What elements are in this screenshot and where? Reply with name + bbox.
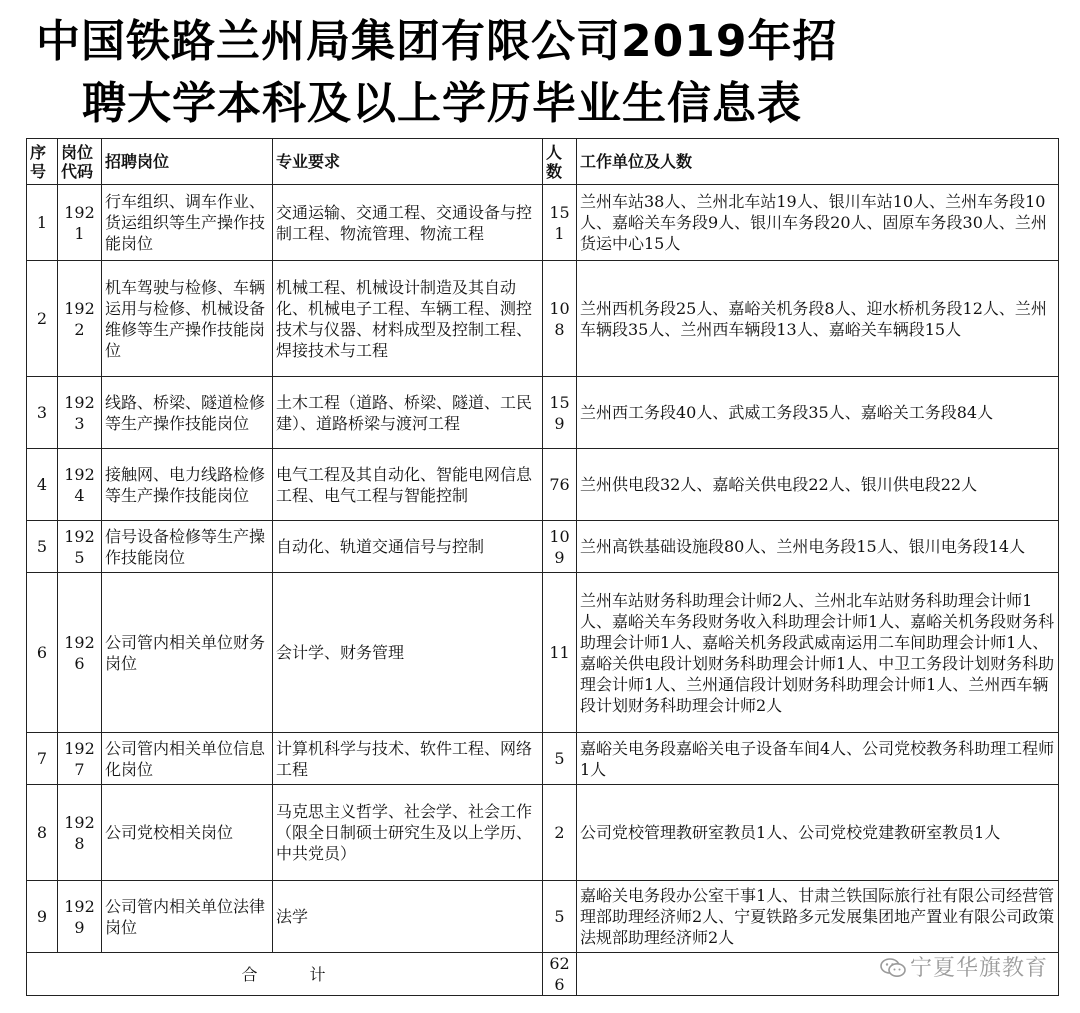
wechat-icon [880,958,906,978]
cell-units: 兰州西工务段40人、武威工务段35人、嘉峪关工务段84人 [577,377,1059,449]
header-position: 招聘岗位 [102,139,273,185]
header-no: 序号 [27,139,58,185]
header-code: 岗位代码 [58,139,102,185]
cell-units: 嘉峪关电务段办公室干事1人、甘肃兰铁国际旅行社有限公司经营管理部助理经济师2人、宁夏铁路多元发展集团地产置业有限公司政策法规部助理经济师2人 [577,881,1059,953]
cell-count: 151 [543,185,577,261]
cell-no: 4 [27,449,58,521]
table-row [27,733,1059,785]
page-title-line-1: 中国铁路兰州局集团有限公司2019年招 [36,16,838,67]
header-count: 人数 [543,139,577,185]
cell-position: 公司管内相关单位财务岗位 [102,573,273,733]
total-count: 626 [543,953,577,996]
recruitment-info-table [26,138,1059,996]
cell-code: 1923 [58,377,102,449]
cell-count: 109 [543,521,577,573]
cell-units: 兰州高铁基础设施段80人、兰州电务段15人、银川电务段14人 [577,521,1059,573]
cell-no: 9 [27,881,58,953]
total-label-b: 计 [309,964,328,984]
cell-no: 7 [27,733,58,785]
cell-code: 1925 [58,521,102,573]
cell-major: 电气工程及其自动化、智能电网信息工程、电气工程与智能控制 [273,449,543,521]
table-row [27,377,1059,449]
cell-code: 1926 [58,573,102,733]
cell-units: 兰州供电段32人、嘉峪关供电段22人、银川供电段22人 [577,449,1059,521]
cell-major: 会计学、财务管理 [273,573,543,733]
cell-no: 3 [27,377,58,449]
cell-position: 信号设备检修等生产操作技能岗位 [102,521,273,573]
cell-position: 接触网、电力线路检修等生产操作技能岗位 [102,449,273,521]
cell-code: 1924 [58,449,102,521]
cell-major: 自动化、轨道交通信号与控制 [273,521,543,573]
cell-position: 公司管内相关单位法律岗位 [102,881,273,953]
cell-major: 计算机科学与技术、软件工程、网络工程 [273,733,543,785]
cell-major: 法学 [273,881,543,953]
cell-major: 机械工程、机械设计制造及其自动化、机械电子工程、车辆工程、测控技术与仪器、材料成型及控制工程、焊接技术与工程 [273,261,543,377]
total-label-a: 合 [241,964,260,984]
cell-units: 兰州车站财务科助理会计师2人、兰州北车站财务科助理会计师1人、嘉峪关车务段财务收入科助理会计师1人、嘉峪关机务段财务科助理会计师1人、嘉峪关机务段武威南运用二车间助理会计师1人、嘉峪关供电段计划财务科助理会计师1人、中卫工务段计划财务科助理会计师1人、兰州通信段计划财务科助理会计师1人、兰州西车辆段计划财务科助理会计师2人 [577,573,1059,733]
cell-no: 2 [27,261,58,377]
header-major: 专业要求 [273,139,543,185]
cell-no: 5 [27,521,58,573]
cell-no: 6 [27,573,58,733]
cell-count: 5 [543,733,577,785]
cell-count: 5 [543,881,577,953]
cell-code: 1929 [58,881,102,953]
header-units: 工作单位及人数 [577,139,1059,185]
cell-no: 8 [27,785,58,881]
cell-position: 公司党校相关岗位 [102,785,273,881]
table-header-row [27,139,1059,185]
cell-count: 11 [543,573,577,733]
cell-code: 1927 [58,733,102,785]
cell-units: 公司党校管理教研室教员1人、公司党校党建教研室教员1人 [577,785,1059,881]
cell-major: 土木工程（道路、桥梁、隧道、工民建）、道路桥梁与渡河工程 [273,377,543,449]
cell-code: 1928 [58,785,102,881]
cell-position: 线路、桥梁、隧道检修等生产操作技能岗位 [102,377,273,449]
table-row [27,185,1059,261]
cell-count: 76 [543,449,577,521]
table-row [27,881,1059,953]
cell-position: 机车驾驶与检修、车辆运用与检修、机械设备维修等生产操作技能岗位 [102,261,273,377]
watermark [880,951,1048,982]
cell-count: 108 [543,261,577,377]
cell-position: 行车组织、调车作业、货运组织等生产操作技能岗位 [102,185,273,261]
cell-units: 嘉峪关电务段嘉峪关电子设备车间4人、公司党校教务科助理工程师1人 [577,733,1059,785]
cell-major: 马克思主义哲学、社会学、社会工作（限全日制硕士研究生及以上学历、中共党员） [273,785,543,881]
page-title-line-2: 聘大学本科及以上学历毕业生信息表 [82,78,802,129]
cell-count: 2 [543,785,577,881]
cell-count: 159 [543,377,577,449]
watermark-text: 宁夏华旗教育 [909,956,1048,981]
cell-code: 1922 [58,261,102,377]
table-row [27,261,1059,377]
table-row [27,449,1059,521]
cell-units: 兰州西机务段25人、嘉峪关机务段8人、迎水桥机务段12人、兰州车辆段35人、兰州西车辆段13人、嘉峪关车辆段15人 [577,261,1059,377]
cell-units: 兰州车站38人、兰州北车站19人、银川车站10人、兰州车务段10人、嘉峪关车务段9人、银川车务段20人、固原车务段30人、兰州货运中心15人 [577,185,1059,261]
cell-major: 交通运输、交通工程、交通设备与控制工程、物流管理、物流工程 [273,185,543,261]
table-row [27,521,1059,573]
cell-code: 1921 [58,185,102,261]
total-label [27,953,543,996]
cell-position: 公司管内相关单位信息化岗位 [102,733,273,785]
table-row [27,573,1059,733]
table-row [27,785,1059,881]
cell-no: 1 [27,185,58,261]
